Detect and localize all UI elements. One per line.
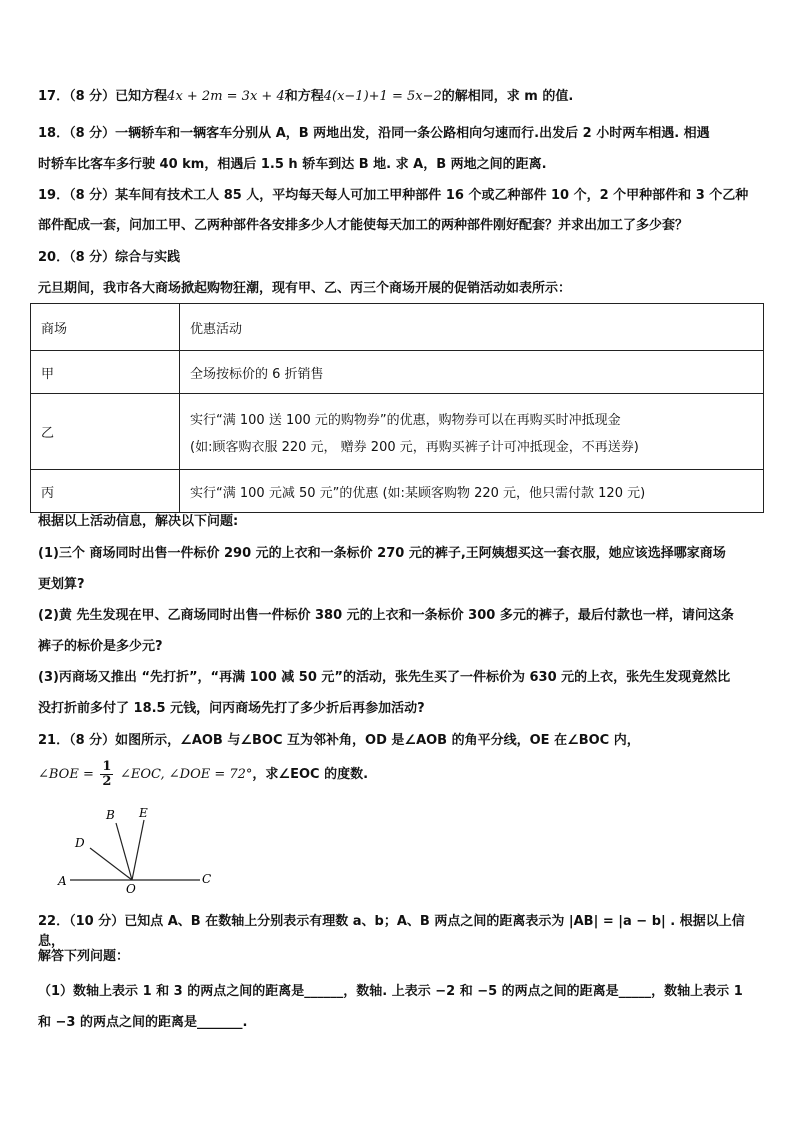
store-cell: 乙 <box>31 394 180 470</box>
question-20-part-3-line-2: 没打折前多付了 18.5 元钱，问丙商场先打了多少折后再参加活动? <box>38 701 425 716</box>
ray-oe <box>132 820 144 880</box>
question-20-part-2-line-1: (2)黄 先生发现在甲、乙商场同时出售一件标价 380 元的上衣和一条标价 300 多元的裤子，最后付款也一样，请问这条 <box>38 608 734 623</box>
label-a: A <box>58 874 67 888</box>
question-20-part-1-line-2: 更划算? <box>38 577 85 592</box>
promotion-note: (如:顾客购衣服 220 元， 赠券 200 元，再购买裤子计可冲抵现金，不再送券) <box>190 439 639 455</box>
question-22-line-1: 22．（10 分）已知点 A、B 在数轴上分别表示有理数 a、b；A、B 两点之间的距离表示为 |AB| = |a − b| . 根据以上信息， <box>38 914 745 949</box>
promotion-table <box>30 303 764 513</box>
question-20-title: 20．（8 分）综合与实践 <box>38 250 181 265</box>
ray-ob <box>116 823 132 880</box>
q17-suffix: 的解相同，求 m 的值. <box>441 89 574 104</box>
q17-mid: 和方程 <box>284 89 324 104</box>
ray-od <box>90 848 132 880</box>
question-19-line-2: 部件配成一套，问加工甲、乙两种部件各安排多少人才能使每天加工的两种部件刚好配套？并求出加工了多少套？ <box>38 218 689 233</box>
promotion-cell <box>180 470 764 513</box>
q21-fraction <box>100 760 113 789</box>
header-promotion: 优惠活动 <box>180 304 764 351</box>
header-store: 商场 <box>31 304 180 351</box>
q17-equation-2: 4(x−1)+1 = 5x−2 <box>323 89 442 104</box>
question-20-part-3-line-1: (3)丙商场又推出 “先打折”，“再满 100 减 50 元”的活动，张先生买了一件标价为 630 元的上衣，张先生发现竟然比 <box>38 670 731 685</box>
store-cell: 甲 <box>31 351 180 394</box>
q17-prefix: 17．（8 分）已知方程 <box>38 89 168 104</box>
question-20-instruction: 根据以上活动信息，解决以下问题: <box>38 514 239 529</box>
table-row <box>31 351 764 394</box>
label-c: C <box>202 872 212 886</box>
question-20-part-2-line-2: 裤子的标价是多少元? <box>38 639 163 654</box>
question-22-part-1-line-1: （1）数轴上表示 1 和 3 的两点之间的距离是______，数轴. 上表示 −2 和 −5 的两点之间的距离是_____，数轴上表示 1 <box>38 984 743 999</box>
question-22-part-1-line-2: 和 −3 的两点之间的距离是_______. <box>38 1015 248 1030</box>
q21-frac-denominator: 2 <box>102 774 112 789</box>
question-20-part-1-line-1: (1)三个 商场同时出售一件标价 290 元的上衣和一条标价 270 元的裤子,王阿姨想买这一套衣服，她应该选择哪家商场 <box>38 546 726 561</box>
table-row <box>31 394 764 470</box>
table-header-row <box>31 304 764 351</box>
question-21-line-2 <box>38 758 760 792</box>
table-row <box>31 470 764 513</box>
question-19-line-1: 19．（8 分）某车间有技术工人 85 人，平均每天每人可加工甲种部件 16 个或乙种部件 10 个，2 个甲种部件和 3 个乙种 <box>38 188 749 203</box>
q21-rhs: ∠EOC, ∠DOE = 72° <box>119 767 253 782</box>
promotion-cell <box>180 351 764 394</box>
q17-equation-1: 4x + 2m = 3x + 4 <box>167 89 285 104</box>
question-21-line-1: 21．（8 分）如图所示，∠AOB 与∠BOC 互为邻补角，OD 是∠AOB 的角平分线，OE 在∠BOC 内， <box>38 733 640 748</box>
question-18-line-1: 18．（8 分）一辆轿车和一辆客车分别从 A，B 两地出发，沿同一条公路相向匀速而行.出发后 2 小时两车相遇. 相遇 <box>38 126 710 141</box>
label-d: D <box>75 836 85 850</box>
label-o: O <box>126 882 136 895</box>
q21-lhs: ∠BOE = <box>38 767 94 782</box>
angle-figure <box>50 800 230 895</box>
question-20-intro: 元旦期间，我市各大商场掀起购物狂潮，现有甲、乙、丙三个商场开展的促销活动如表所示： <box>38 281 572 296</box>
label-e: E <box>139 806 148 820</box>
question-18-line-2: 时轿车比客车多行驶 40 km，相遇后 1.5 h 轿车到达 B 地. 求 A，B 两地之间的距离. <box>38 157 547 172</box>
question-17 <box>38 87 760 107</box>
promotion-text: 实行“满 100 元减 50 元”的优惠 (如:某顾客购物 220 元，他只需付款 120 元) <box>190 485 646 501</box>
store-cell: 丙 <box>31 470 180 513</box>
q21-tail: ，求∠EOC 的度数. <box>252 767 369 782</box>
q21-frac-numerator: 1 <box>102 759 112 774</box>
label-b: B <box>106 808 115 822</box>
promotion-text: 全场按标价的 6 折销售 <box>190 366 324 382</box>
question-22-line-2: 解答下列问题： <box>38 949 130 964</box>
promotion-text: 实行“满 100 送 100 元的购物券”的优惠，购物券可以在再购买时冲抵现金 <box>190 412 621 428</box>
promotion-cell <box>180 394 764 470</box>
